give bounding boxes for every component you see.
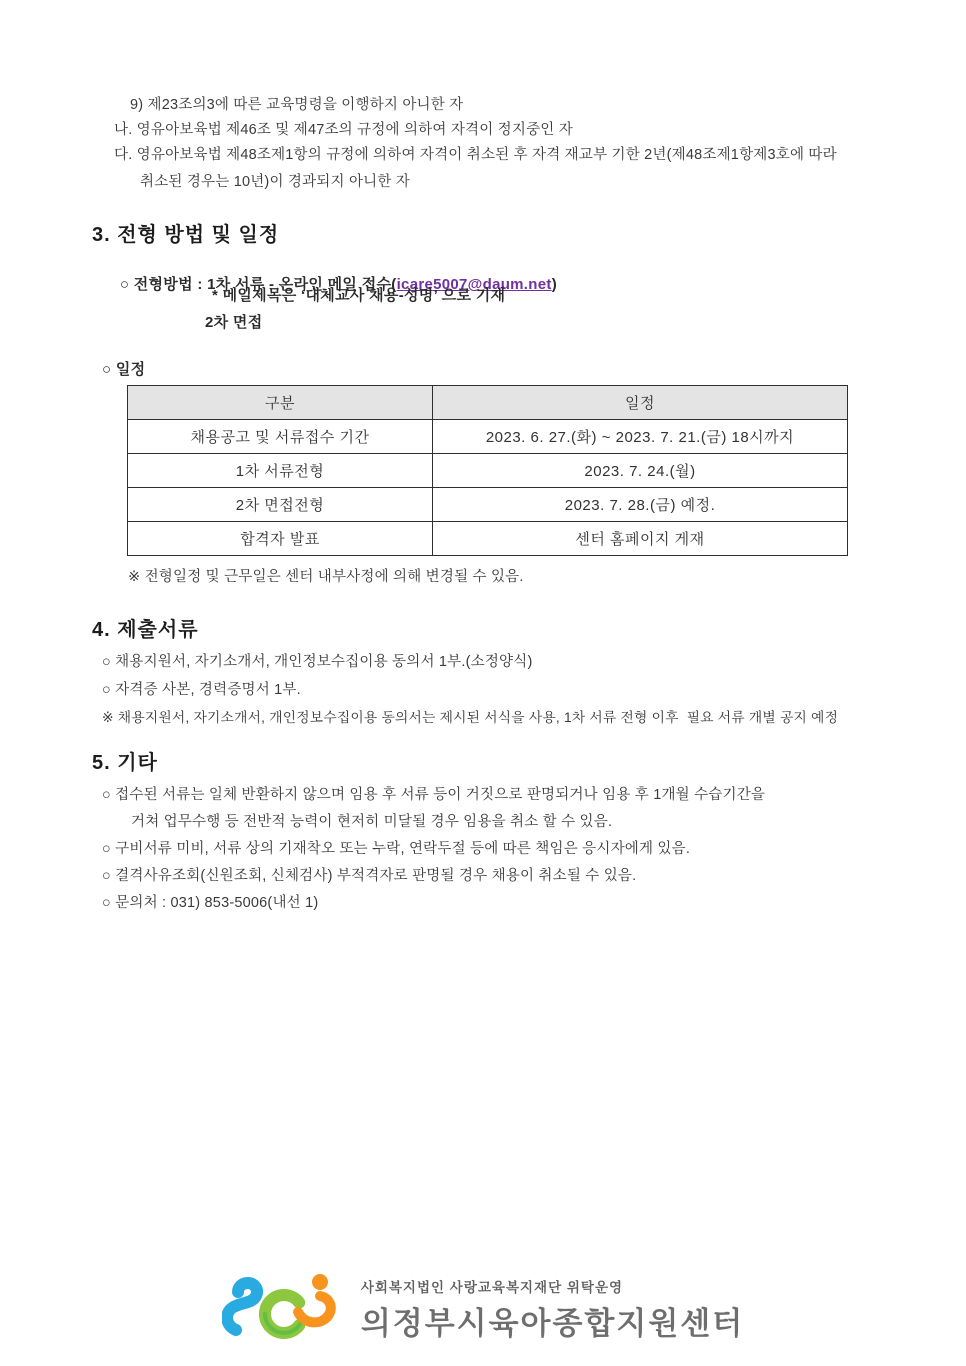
intro-line-da-wrap: 취소된 경우는 10년)이 경과되지 아니한 자 (140, 174, 411, 190)
schedule-cell-date: 센터 홈페이지 게재 (433, 522, 848, 556)
schedule-cell-category: 1차 서류전형 (128, 454, 433, 488)
intro-line-9: 9) 제23조의3에 따른 교육명령을 이행하지 아니한 자 (130, 97, 464, 113)
section4-heading: 4. 제출서류 (92, 619, 199, 641)
table-row (128, 420, 848, 454)
intro-line-na: 나. 영유아보육법 제46조 및 제47조의 규정에 의하여 자격이 정지중인 자 (114, 122, 573, 138)
schedule-cell-category: 채용공고 및 서류접수 기간 (128, 420, 433, 454)
etc-item: ○ 구비서류 미비, 서류 상의 기재착오 또는 누락, 연락두절 등에 따른 책임은 응시자에게 있음. (102, 841, 691, 857)
schedule-change-note: ※ 전형일정 및 근무일은 센터 내부사정에 의해 변경될 수 있음. (128, 569, 524, 585)
table-row (128, 488, 848, 522)
footer-text-block (361, 1276, 744, 1343)
center-logo-icon (222, 1268, 357, 1350)
submit-doc-item: ○ 채용지원서, 자기소개서, 개인정보수집이용 동의서 1부.(소정양식) (102, 654, 533, 670)
schedule-header-row (128, 386, 848, 420)
intro-line-da: 다. 영유아보육법 제48조제1항의 규정에 의하여 자격이 취소된 후 자격 재교부 기한 2년(제48조제1항제3호에 따라 (114, 147, 837, 163)
submit-doc-note: ※ 채용지원서, 자기소개서, 개인정보수집이용 동의서는 제시된 서식을 사용, 1차 서류 전형 이후 필요 서류 개별 공지 예정 (102, 710, 839, 725)
submit-doc-item: ○ 자격증 사본, 경력증명서 1부. (102, 682, 301, 698)
schedule-col-header-category: 구분 (128, 386, 433, 420)
section3-heading: 3. 전형 방법 및 일정 (92, 224, 280, 246)
footer (0, 1268, 966, 1350)
footer-tagline: 사회복지법인 사랑교육복지재단 위탁운영 (360, 1279, 624, 1295)
etc-item: ○ 결격사유조회(신원조회, 신체검사) 부적격자로 판명될 경우 채용이 취소될 수 있음. (102, 868, 637, 884)
email-link[interactable]: icare5007@daum.net (396, 276, 552, 293)
footer-org-name: 의정부시육아종합지원센터 (360, 1305, 745, 1341)
etc-item-contact: ○ 문의처 : 031) 853-5006(내선 1) (102, 895, 319, 911)
etc-item-wrap: 거쳐 업무수행 등 전반적 능력이 현저히 미달될 경우 임용을 취소 할 수 있음. (131, 814, 613, 830)
mail-subject-note: * 메일제목은 ‘대체교사 채용-성명’ 으로 기재 (212, 287, 506, 304)
second-round-line: 2차 면접 (205, 314, 263, 331)
schedule-col-header-date: 일정 (433, 386, 848, 420)
schedule-cell-date: 2023. 6. 27.(화) ~ 2023. 7. 21.(금) 18시까지 (433, 420, 848, 454)
schedule-label: ○ 일정 (102, 361, 146, 378)
schedule-table (127, 385, 848, 556)
selection-method-close-paren: ) (551, 276, 557, 293)
schedule-cell-date: 2023. 7. 24.(월) (433, 454, 848, 488)
selection-method-text: ○ 전형방법 : 1차 서류 - 온라인 메일 접수( (119, 276, 397, 293)
table-row (128, 522, 848, 556)
schedule-cell-category: 합격자 발표 (128, 522, 433, 556)
schedule-cell-category: 2차 면접전형 (128, 488, 433, 522)
etc-item: ○ 접수된 서류는 일체 반환하지 않으며 임용 후 서류 등이 거짓으로 판명되거나 임용 후 1개월 수습기간을 (102, 787, 766, 803)
table-row (128, 454, 848, 488)
schedule-cell-date: 2023. 7. 28.(금) 예정. (433, 488, 848, 522)
section5-heading: 5. 기타 (92, 752, 158, 774)
